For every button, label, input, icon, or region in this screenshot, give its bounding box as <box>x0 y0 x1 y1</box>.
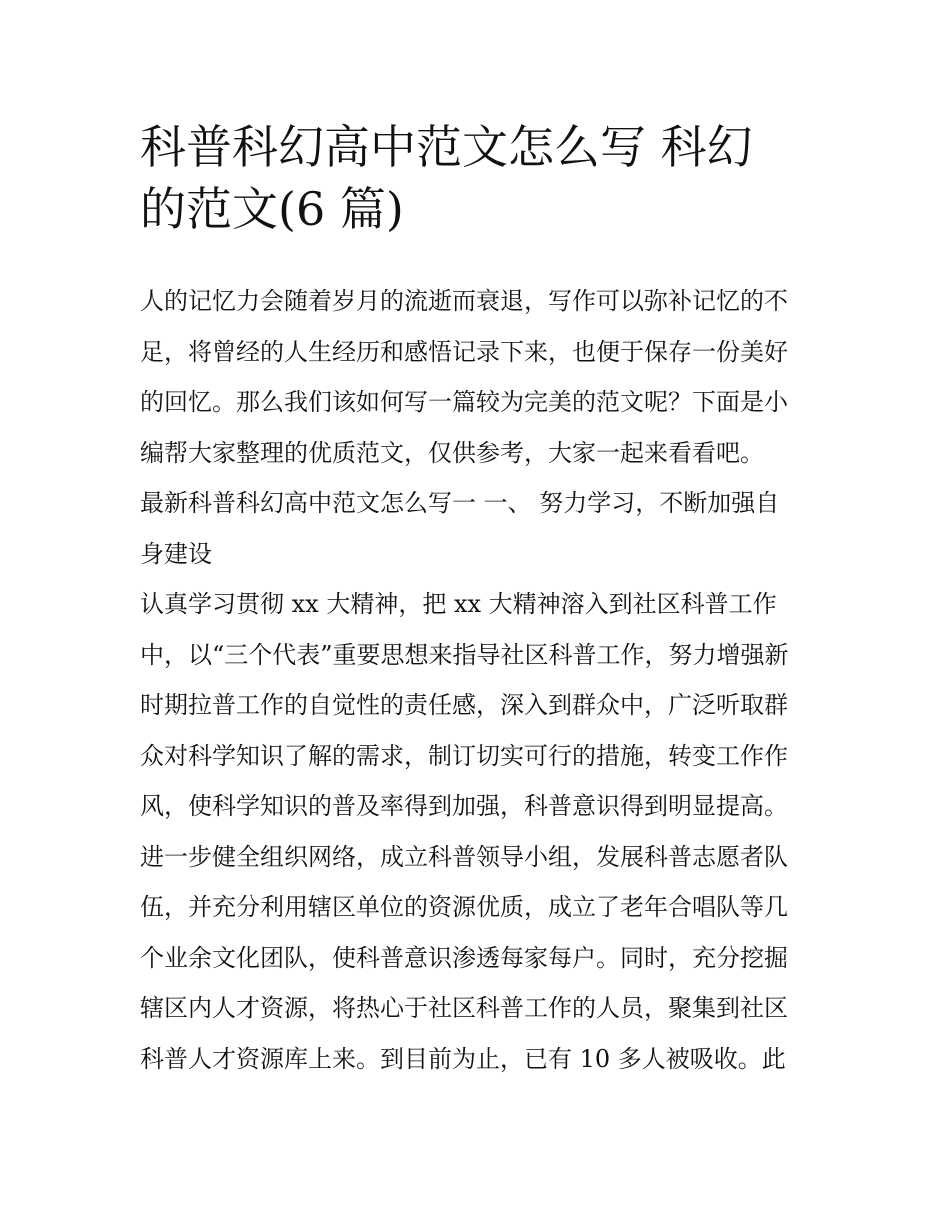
title-line: 科普科幻高中范文怎么写 科幻 <box>140 120 753 174</box>
body-line: 的回忆。那么我们该如何写一篇较为完美的范文呢？下面是小 <box>140 388 788 416</box>
body-line: 伍，并充分利用辖区单位的资源优质，成立了老年合唱队等几 <box>140 893 788 921</box>
title-line: 的范文(6 篇) <box>140 182 404 236</box>
body-line: 科普人才资源库上来。到目前为止，已有 10 多人被吸收。此 <box>140 1044 786 1073</box>
body-line: 最新科普科幻高中范文怎么写一 一、 努力学习，不断加强自 <box>140 489 780 517</box>
body-line: 中，以“三个代表”重要思想来指导社区科普工作，努力增强新 <box>140 640 789 669</box>
body-line: 风，使科学知识的普及率得到加强，科普意识得到明显提高。 <box>140 792 788 820</box>
document-title <box>140 116 820 240</box>
body-line: 人的记忆力会随着岁月的流逝而衰退，写作可以弥补记忆的不 <box>140 287 788 315</box>
body-line: 认真学习贯彻 xx 大精神，把 xx 大精神溶入到社区科普工作 <box>140 590 777 618</box>
body-line: 众对科学知识了解的需求，制订切实可行的措施，转变工作作 <box>140 741 788 770</box>
body-line: 时期拉普工作的自觉性的责任感，深入到群众中，广泛听取群 <box>140 691 788 719</box>
body-line: 个业余文化团队，使科普意识渗透每家每户。同时，充分挖掘 <box>140 943 788 972</box>
body-line: 辖区内人才资源，将热心于社区科普工作的人员，聚集到社区 <box>140 994 788 1022</box>
body-line: 身建设 <box>140 539 212 568</box>
document-body <box>140 276 830 1084</box>
body-line: 编帮大家整理的优质范文，仅供参考，大家一起来看看吧。 <box>140 438 764 467</box>
body-line: 足，将曾经的人生经历和感悟记录下来，也便于保存一份美好 <box>140 337 788 366</box>
body-line: 进一步健全组织网络，成立科普领导小组，发展科普志愿者队 <box>140 842 788 871</box>
